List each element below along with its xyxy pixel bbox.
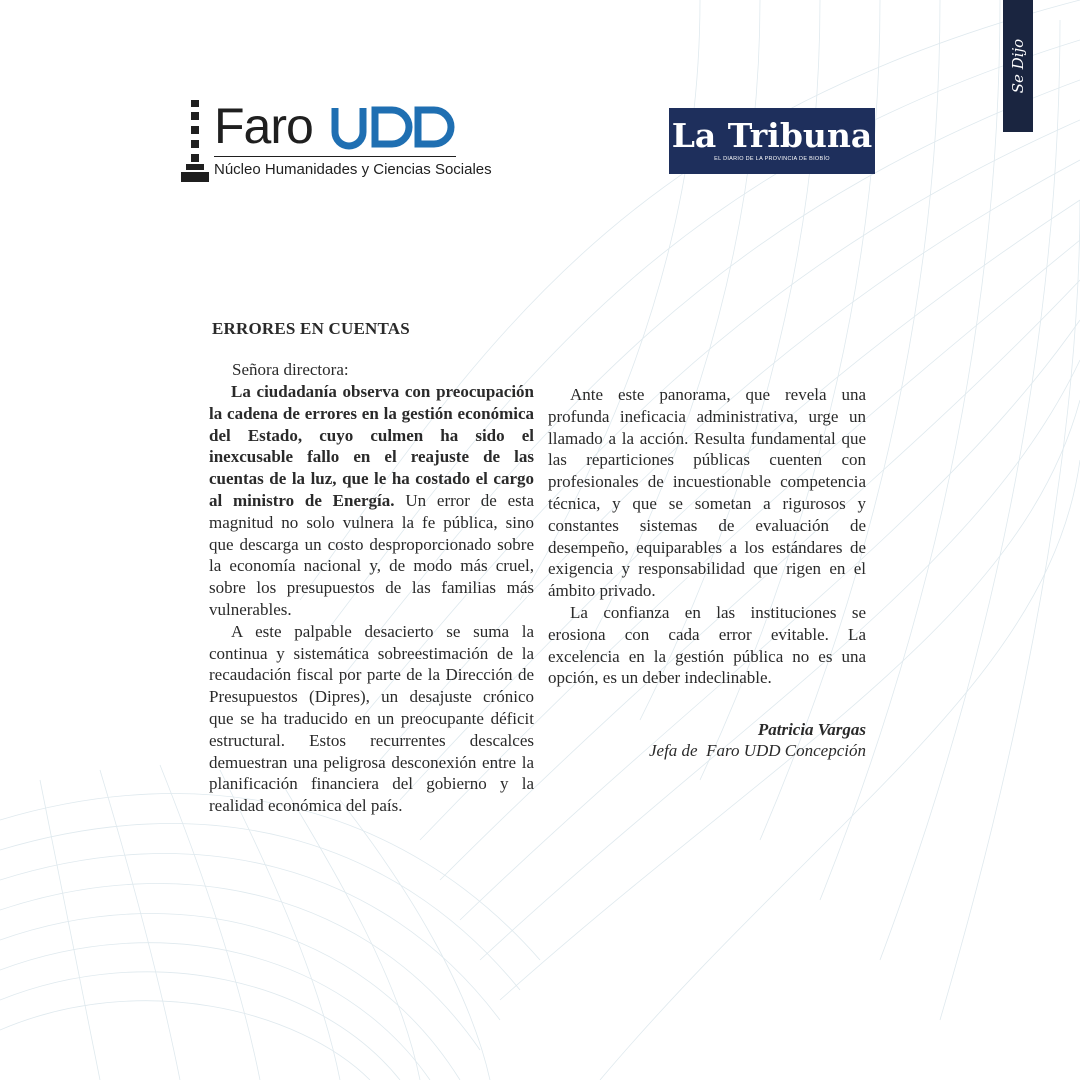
signature-name: Patricia Vargas bbox=[757, 720, 866, 739]
paragraph-4: La confianza en las instituciones se erosiona con cada error evitable. La excelencia en la gestión pública no es una opción, es un deber indeclinable. bbox=[548, 602, 866, 688]
faro-udd-logo bbox=[180, 98, 492, 186]
section-tab bbox=[1003, 0, 1033, 132]
paragraph-1-body: Un error de esta magnitud no solo vulnera la fe pública, sino que descarga un costo desproporcionado sobre la economía nacional y, de modo más cruel, sobre los presupuestos de las familias más vulnerables. bbox=[209, 490, 534, 619]
letter-column-left bbox=[209, 381, 534, 817]
section-tab-label: Se Dijo bbox=[1009, 38, 1027, 94]
signature-title: Jefa de Faro UDD Concepción bbox=[648, 741, 866, 760]
udd-wordmark bbox=[330, 104, 456, 150]
letter-greeting: Señora directora: bbox=[232, 360, 349, 379]
logo-divider bbox=[214, 156, 456, 157]
tribuna-wordmark: La Tribuna bbox=[671, 116, 873, 155]
la-tribuna-logo bbox=[669, 108, 875, 174]
paragraph-1 bbox=[209, 381, 534, 621]
tribuna-tagline: EL DIARIO DE LA PROVINCIA DE BIOBÍO bbox=[714, 156, 830, 162]
signature bbox=[560, 719, 866, 761]
paragraph-3: Ante este panorama, que revela una profunda ineficacia administrativa, urge un llamado a la acción. Resulta fundamental que las reparticiones públicas cuenten con profesionales de incuestionable competencia técnica, y que se sometan a rigurosos y constantes sistemas de evaluación de desempeño, equiparables a los estándares de exigencia y responsabilidad que rigen en el ámbito privado. bbox=[548, 385, 866, 601]
faro-subtitle: Núcleo Humanidades y Ciencias Sociales bbox=[214, 161, 492, 178]
letter-headline: ERRORES EN CUENTAS bbox=[212, 319, 410, 338]
paragraph-1-lead: La ciudadanía observa con preocupación la cadena de errores en la gestión económica del Estado, cuyo culmen ha sido el inexcusable fallo en el reajuste de las cuentas de la luz, que le ha costado el cargo al ministro de Energía. bbox=[209, 382, 534, 510]
paragraph-2: A este palpable desacierto se suma la continua y sistemática sobreestimación de la recaudación fiscal por parte de la Dirección de Presupuestos (Dipres), un desajuste crónico que se ha traducido en un preocupante déficit estructural. Estos recurrentes descalces demuestran una peligrosa desconexión entre la planificación financiera del gobierno y la realidad económica del país. bbox=[209, 621, 534, 816]
letter-column-right bbox=[548, 384, 866, 689]
lighthouse-icon bbox=[180, 100, 210, 182]
faro-wordmark: Faro bbox=[214, 98, 313, 154]
